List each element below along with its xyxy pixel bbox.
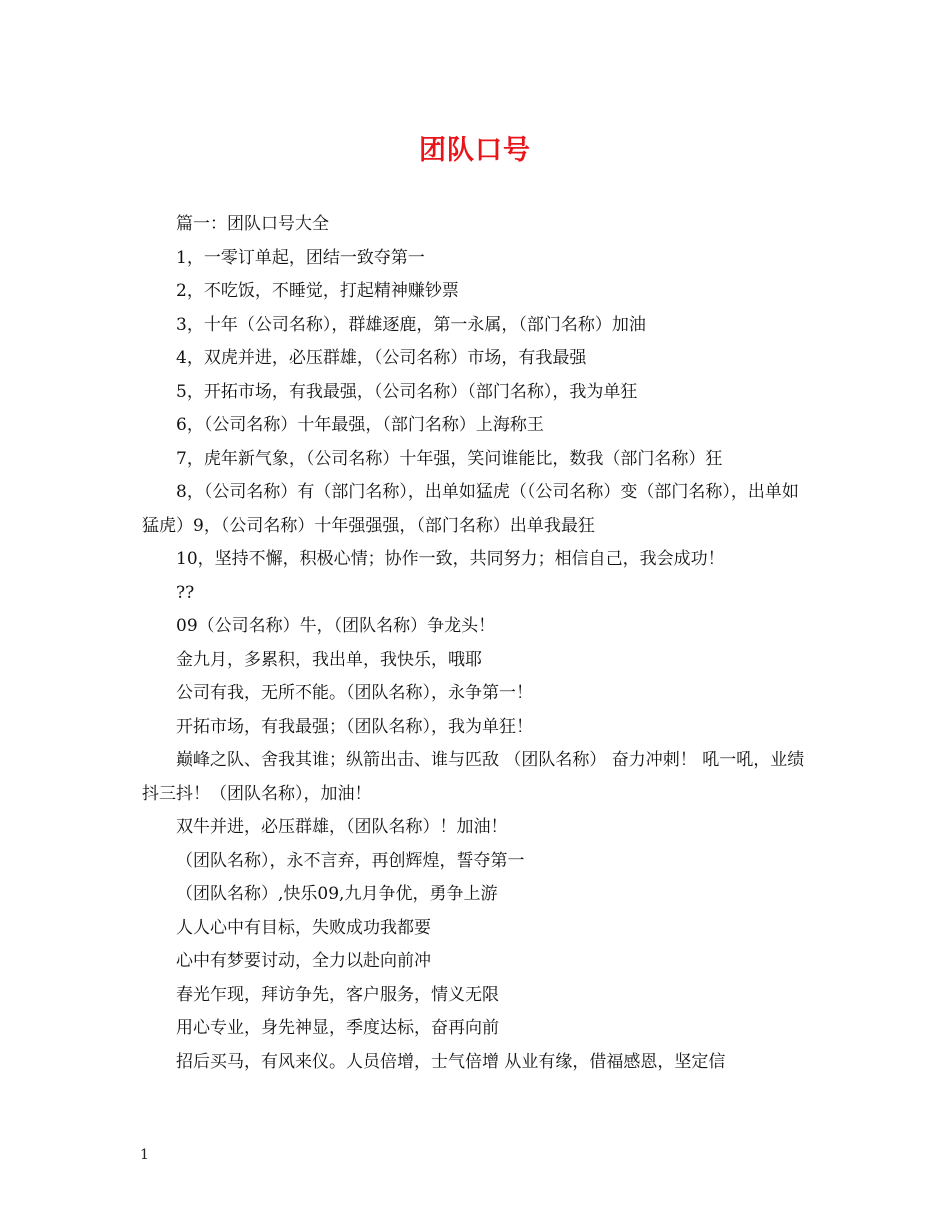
paragraph: 8，（公司名称）有（部门名称），出单如猛虎（（公司名称）变（部门名称），出单如猛虎）9，（公司名称）十年强强强，（部门名称）出单我最狂 [142, 482, 799, 536]
paragraph: 金九月，多累积，我出单，我快乐，哦耶 [176, 649, 482, 670]
paragraph: 开拓市场，有我最强；（团队名称），我为单狂！ [176, 716, 533, 737]
paragraph: 5，开拓市场，有我最强，（公司名称）（部门名称），我为单狂 [176, 381, 638, 402]
paragraph: ?? [176, 582, 195, 603]
paragraph: （团队名称），永不言弃，再创辉煌，誓夺第一 [176, 850, 525, 871]
paragraph: 巅峰之队、舍我其谁；纵箭出击、谁与匹敌 （团队名称） 奋力冲刺！ 吼一吼，业绩抖三抖！（团队名称），加油！ [142, 750, 805, 804]
paragraph: 公司有我，无所不能。（团队名称），永争第一！ [176, 683, 533, 703]
page-number: 1 [140, 1147, 149, 1163]
paragraph: 春光乍现，拜访争先，客户服务，情义无限 [176, 984, 499, 1005]
paragraph: 双牛并进，必压群雄，（团队名称）！加油！ [176, 817, 508, 837]
paragraph: 09（公司名称）牛，（团队名称）争龙头！ [176, 616, 496, 636]
paragraph: 6，（公司名称）十年最强，（部门名称）上海称王 [176, 415, 544, 435]
paragraph: 10，坚持不懈，积极心情；协作一致，共同努力；相信自己，我会成功！ [176, 549, 725, 569]
paragraph: 招后买马，有风来仪。人员倍增，士气倍增 从业有缘，借福感恩，坚定信 [176, 1051, 726, 1072]
paragraph: 1，一零订单起，团结一致夺第一 [176, 247, 425, 268]
paragraph: 篇一：团队口号大全 [176, 214, 329, 234]
paragraph: 3，十年（公司名称），群雄逐鹿，第一永属，（部门名称）加油 [176, 314, 646, 335]
paragraph: 7，虎年新气象，（公司名称）十年强，笑问谁能比，数我（部门名称）狂 [176, 448, 723, 469]
paragraph: 人人心中有目标，失败成功我都要 [176, 917, 431, 938]
paragraph: （团队名称）,快乐09,九月争优，勇争上游 [176, 884, 498, 904]
paragraph: 用心专业，身先神显，季度达标，奋再向前 [176, 1018, 499, 1038]
paragraph: 4，双虎并进，必压群雄，（公司名称）市场，有我最强 [176, 348, 587, 368]
paragraph: 2，不吃饭，不睡觉，打起精神赚钞票 [176, 281, 459, 301]
document-title: 团队口号 [419, 135, 531, 166]
document-body [142, 208, 814, 1079]
paragraph: 心中有梦要讨动，全力以赴向前冲 [176, 951, 431, 971]
